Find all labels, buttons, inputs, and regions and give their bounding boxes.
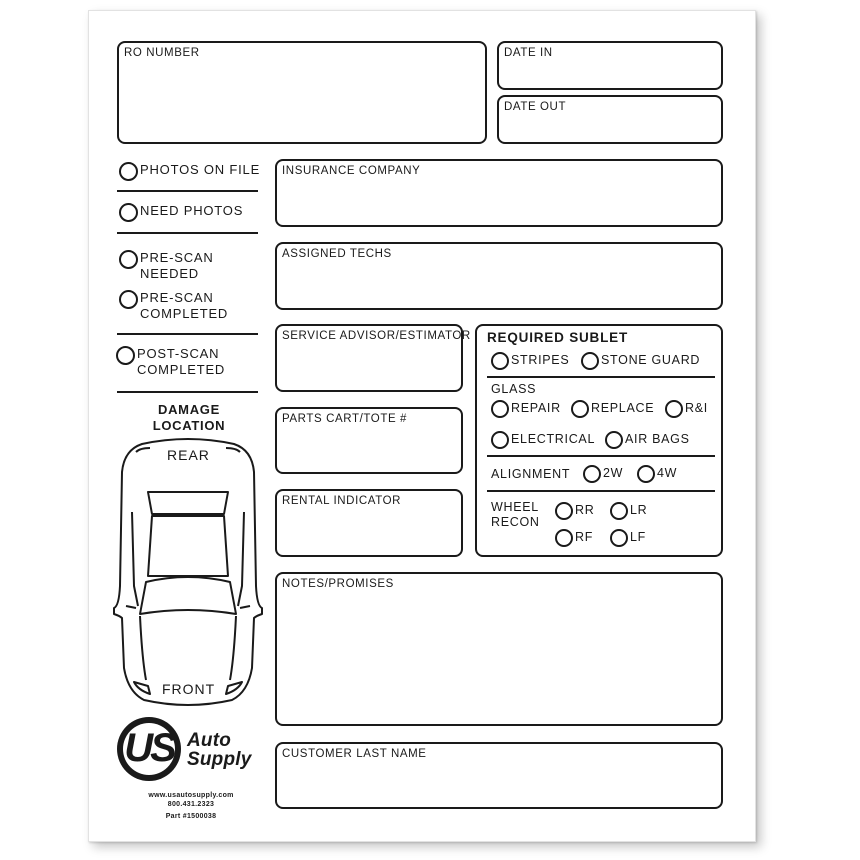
divider — [487, 455, 715, 457]
customer-last-name-label: CUSTOMER LAST NAME — [282, 748, 427, 760]
assigned-techs-label: ASSIGNED TECHS — [282, 248, 392, 260]
radio-circle-icon[interactable] — [491, 352, 509, 370]
rental-indicator-label: RENTAL INDICATOR — [282, 495, 402, 507]
logo-supply: Supply — [187, 749, 252, 770]
lf-option[interactable]: LF — [610, 529, 646, 547]
ro-number-label: RO NUMBER — [124, 47, 200, 59]
radio-circle-icon[interactable] — [581, 352, 599, 370]
divider — [487, 376, 715, 378]
ro-number-field[interactable] — [117, 41, 487, 144]
rf-option[interactable]: RF — [555, 529, 593, 547]
phone-text: 800.431.2323 — [167, 801, 215, 808]
us-logo-icon — [117, 717, 181, 781]
radio-circle-icon[interactable] — [116, 346, 135, 365]
date-in-label: DATE IN — [504, 47, 553, 59]
parts-cart-field[interactable] — [275, 407, 463, 474]
divider — [487, 490, 715, 492]
stone-guard-option[interactable]: STONE GUARD — [581, 352, 700, 370]
rear-label: REAR — [167, 447, 210, 463]
pre-scan-needed-option[interactable]: PRE-SCAN NEEDED — [119, 250, 214, 282]
divider — [117, 190, 258, 192]
service-advisor-label: SERVICE ADVISOR/ESTIMATOR — [282, 330, 471, 342]
stripes-option[interactable]: STRIPES — [491, 352, 569, 370]
radio-circle-icon[interactable] — [119, 203, 138, 222]
insurance-company-label: INSURANCE COMPANY — [282, 165, 421, 177]
alignment-label: ALIGNMENT — [491, 467, 571, 481]
date-out-label: DATE OUT — [504, 101, 567, 113]
four-w-option[interactable]: 4W — [637, 465, 677, 483]
radio-circle-icon[interactable] — [610, 502, 628, 520]
required-sublet-title: REQUIRED SUBLET — [487, 330, 629, 345]
date-out-field[interactable] — [497, 95, 723, 144]
glass-label: GLASS — [491, 382, 537, 396]
divider — [117, 333, 258, 335]
insurance-company-field[interactable] — [275, 159, 723, 227]
date-in-field[interactable] — [497, 41, 723, 90]
notes-field[interactable] — [275, 572, 723, 726]
service-advisor-field[interactable] — [275, 324, 471, 392]
pre-scan-completed-option[interactable]: PRE-SCAN COMPLETED — [119, 290, 228, 322]
divider — [117, 391, 258, 393]
assigned-techs-field[interactable] — [275, 242, 723, 310]
radio-circle-icon[interactable] — [610, 529, 628, 547]
radio-circle-icon[interactable] — [583, 465, 601, 483]
car-diagram[interactable] — [112, 436, 264, 708]
radio-circle-icon[interactable] — [119, 290, 138, 309]
rr-option[interactable]: RR — [555, 502, 594, 520]
radio-circle-icon[interactable] — [637, 465, 655, 483]
photos-on-file-option[interactable]: PHOTOS ON FILE — [119, 162, 260, 181]
wheel-recon-label: WHEEL RECON — [491, 500, 540, 529]
logo-mark: US — [124, 726, 174, 770]
electrical-option[interactable]: ELECTRICAL — [491, 431, 595, 449]
website-text: www.usautosupply.com — [148, 792, 234, 799]
rental-indicator-field[interactable] — [275, 489, 463, 557]
radio-circle-icon[interactable] — [605, 431, 623, 449]
divider — [117, 232, 258, 234]
air-bags-option[interactable]: AIR BAGS — [605, 431, 690, 449]
notes-label: NOTES/PROMISES — [282, 578, 394, 590]
replace-option[interactable]: REPLACE — [571, 400, 654, 418]
radio-circle-icon[interactable] — [119, 250, 138, 269]
need-photos-option[interactable]: NEED PHOTOS — [119, 203, 243, 222]
radio-circle-icon[interactable] — [571, 400, 589, 418]
radio-circle-icon[interactable] — [665, 400, 683, 418]
radio-circle-icon[interactable] — [555, 502, 573, 520]
parts-cart-label: PARTS CART/TOTE # — [282, 413, 408, 425]
r-and-i-option[interactable]: R&I — [665, 400, 708, 418]
damage-location-title: DAMAGE LOCATION — [152, 402, 226, 433]
radio-circle-icon[interactable] — [491, 400, 509, 418]
front-label: FRONT — [162, 681, 216, 697]
part-number-text: Part #1500038 — [165, 813, 217, 820]
logo-auto: Auto — [187, 730, 232, 751]
radio-circle-icon[interactable] — [119, 162, 138, 181]
customer-last-name-field[interactable] — [275, 742, 723, 809]
radio-circle-icon[interactable] — [491, 431, 509, 449]
radio-circle-icon[interactable] — [555, 529, 573, 547]
repair-option[interactable]: REPAIR — [491, 400, 561, 418]
lr-option[interactable]: LR — [610, 502, 647, 520]
two-w-option[interactable]: 2W — [583, 465, 623, 483]
post-scan-completed-option[interactable]: POST-SCAN COMPLETED — [116, 346, 225, 378]
